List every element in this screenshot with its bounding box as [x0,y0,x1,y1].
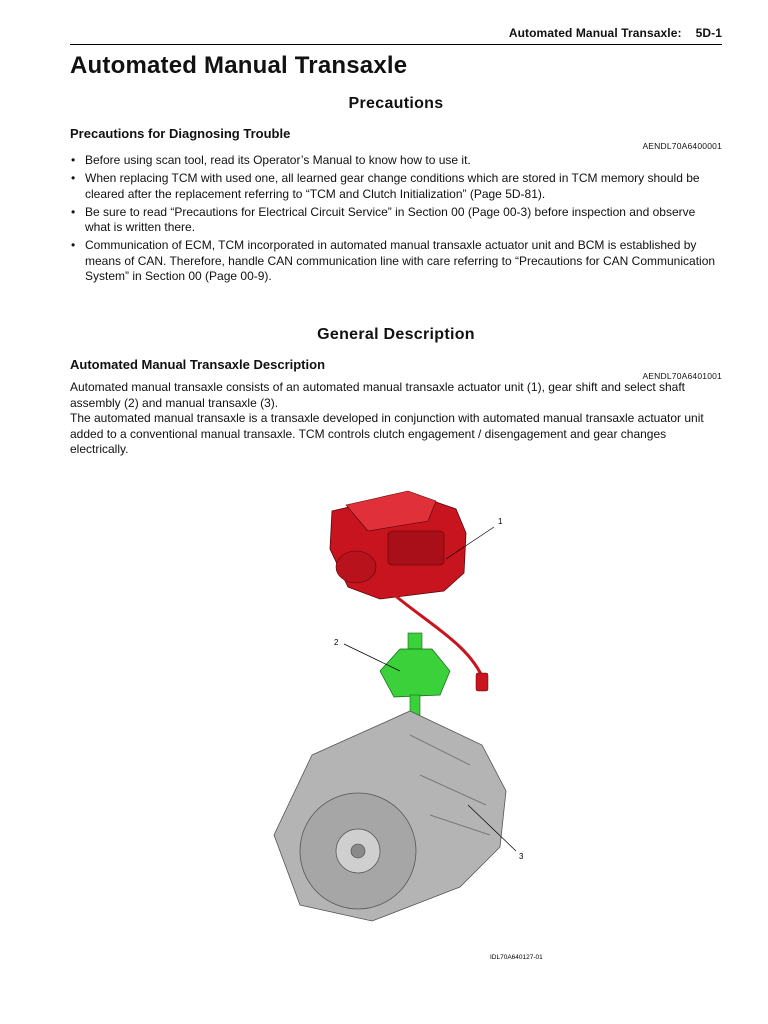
precautions-code: AENDL70A6400001 [642,141,722,151]
description-text [70,380,722,458]
page-number: 5D-1 [695,26,722,40]
page-title: Automated Manual Transaxle [70,52,408,79]
shift-select-assembly [380,633,450,715]
exploded-view-illustration [260,475,560,965]
transaxle-figure [260,475,560,965]
precautions-heading: Precautions [348,95,444,112]
running-header [70,26,722,45]
callout-1: 1 [498,517,503,526]
list-item: • Before using scan tool, read its Operator’s Manual to know how to use it. [70,153,722,169]
callout-3: 3 [519,852,524,861]
manual-transaxle [274,711,506,921]
figure-id: IDL70A640127-01 [490,954,543,961]
general-description-heading: General Description [317,326,475,343]
list-item: • Communication of ECM, TCM incorporated in automated manual transaxle actuator unit and BCM is established by means of CAN. Therefore, handle CAN communication line with care referring to “Precautions for CAN Communication System” in Section 00 (Page 00-9). [70,238,722,285]
diagnosing-subheading: Precautions for Diagnosing Trouble [70,126,291,141]
actuator-flange [336,551,376,583]
description-paragraph: Automated manual transaxle consists of an automated manual transaxle actuator unit (1), gear shift and select shaft assembly (2) and manual transaxle (3). [70,380,686,410]
callout-2: 2 [334,638,339,647]
description-paragraph: The automated manual transaxle is a transaxle developed in conjunction with automated manual transaxle actuator unit added to a conventional manual transaxle. TCM controls clutch engagement / disengagement and gear changes electrically. [70,411,704,456]
leader-line-2 [344,644,400,671]
description-code: AENDL70A6401001 [642,371,722,381]
cable-connector [476,673,488,691]
assembly-body [380,649,450,697]
precautions-list [70,153,722,287]
input-shaft [351,844,365,858]
transaxle-description-subheading: Automated Manual Transaxle Description [70,357,326,372]
running-header-title: Automated Manual Transaxle: [508,26,682,40]
list-item: • When replacing TCM with used one, all learned gear change conditions which are stored in TCM memory should be cleared after the replacement referring to “TCM and Clutch Initialization” (Page 5D-81). [70,171,722,202]
list-item: • Be sure to read “Precautions for Electrical Circuit Service” in Section 00 (Page 00-3) before inspection and observe what is written there. [70,205,722,236]
actuator-motor [388,531,444,565]
